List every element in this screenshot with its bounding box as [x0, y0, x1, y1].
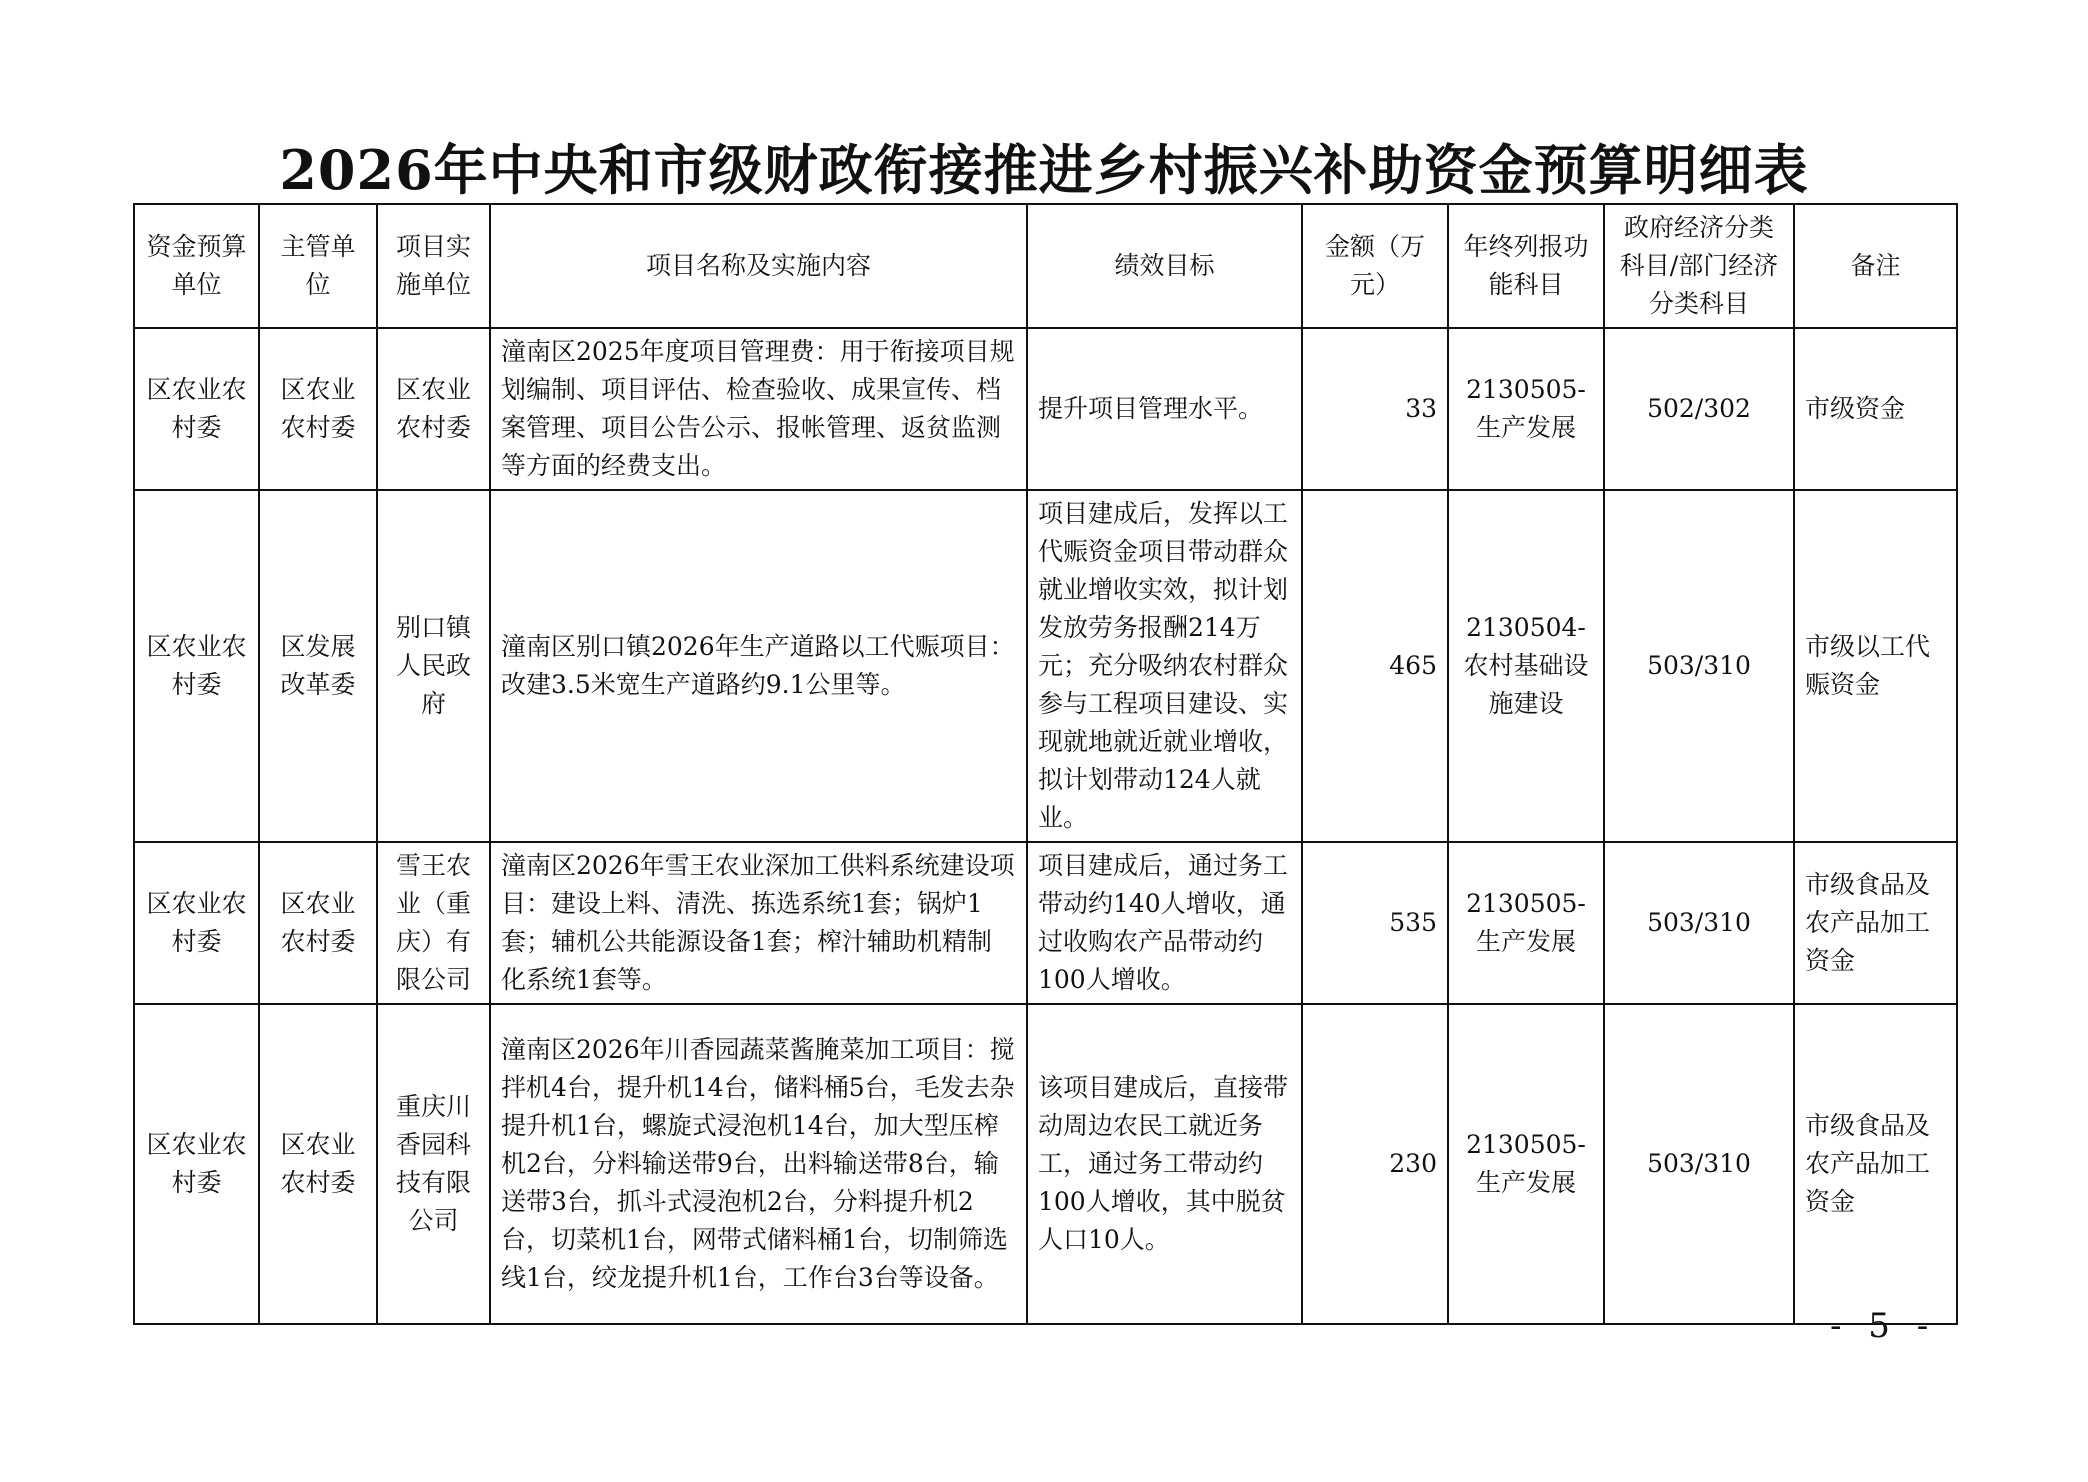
cell-function-subject: 2130505-生产发展: [1448, 842, 1604, 1004]
cell-amount: 33: [1302, 328, 1448, 490]
header-function-subject: 年终列报功能科目: [1448, 204, 1604, 328]
cell-budget-unit: 区农业农村委: [134, 490, 259, 842]
cell-economic-subject: 503/310: [1604, 490, 1794, 842]
cell-supervisor: 区农业农村委: [259, 1004, 377, 1324]
cell-project: 潼南区2026年川香园蔬菜酱腌菜加工项目：搅拌机4台，提升机14台，储料桶5台，毛发去杂提升机1台，螺旋式浸泡机14台，加大型压榨机2台，分料输送带9台，出料输送带8台，输送带3台，抓斗式浸泡机2台，分料提升机2台，切菜机1台，网带式储料桶1台，切制筛选线1台，绞龙提升机1台，工作台3台等设备。: [490, 1004, 1027, 1324]
cell-supervisor: 区农业农村委: [259, 842, 377, 1004]
cell-remark: 市级以工代赈资金: [1794, 490, 1957, 842]
cell-remark: 市级食品及农产品加工资金: [1794, 842, 1957, 1004]
cell-implementer: 别口镇人民政府: [377, 490, 490, 842]
table-row: [134, 328, 1957, 490]
cell-goal: 项目建成后，通过务工带动约140人增收，通过收购农产品带动约100人增收。: [1027, 842, 1302, 1004]
cell-remark: 市级食品及农产品加工资金: [1794, 1004, 1957, 1324]
cell-function-subject: 2130505-生产发展: [1448, 1004, 1604, 1324]
cell-goal: 项目建成后，发挥以工代赈资金项目带动群众就业增收实效，拟计划发放劳务报酬214万元；充分吸纳农村群众参与工程项目建设、实现就地就近就业增收，拟计划带动124人就业。: [1027, 490, 1302, 842]
page-number: - 5 -: [1830, 1306, 1937, 1346]
header-amount: 金额（万元）: [1302, 204, 1448, 328]
budget-table: [133, 203, 1958, 1325]
cell-economic-subject: 503/310: [1604, 1004, 1794, 1324]
cell-implementer: 区农业农村委: [377, 328, 490, 490]
cell-project: 潼南区别口镇2026年生产道路以工代赈项目：改建3.5米宽生产道路约9.1公里等。: [490, 490, 1027, 842]
cell-implementer: 重庆川香园科技有限公司: [377, 1004, 490, 1324]
table-row: [134, 1004, 1957, 1324]
cell-project: 潼南区2025年度项目管理费：用于衔接项目规划编制、项目评估、检查验收、成果宣传、档案管理、项目公告公示、报帐管理、返贫监测等方面的经费支出。: [490, 328, 1027, 490]
cell-function-subject: 2130504-农村基础设施建设: [1448, 490, 1604, 842]
cell-budget-unit: 区农业农村委: [134, 328, 259, 490]
table-row: [134, 490, 1957, 842]
cell-amount: 465: [1302, 490, 1448, 842]
cell-remark: 市级资金: [1794, 328, 1957, 490]
cell-amount: 535: [1302, 842, 1448, 1004]
cell-implementer: 雪王农业（重庆）有限公司: [377, 842, 490, 1004]
cell-goal: 提升项目管理水平。: [1027, 328, 1302, 490]
table-row: [134, 842, 1957, 1004]
cell-project: 潼南区2026年雪王农业深加工供料系统建设项目：建设上料、清洗、拣选系统1套；锅炉1套；辅机公共能源设备1套；榨汁辅助机精制化系统1套等。: [490, 842, 1027, 1004]
cell-supervisor: 区农业农村委: [259, 328, 377, 490]
cell-amount: 230: [1302, 1004, 1448, 1324]
header-implementer: 项目实施单位: [377, 204, 490, 328]
cell-budget-unit: 区农业农村委: [134, 842, 259, 1004]
cell-economic-subject: 502/302: [1604, 328, 1794, 490]
cell-function-subject: 2130505-生产发展: [1448, 328, 1604, 490]
header-economic-subject: 政府经济分类科目/部门经济分类科目: [1604, 204, 1794, 328]
header-project: 项目名称及实施内容: [490, 204, 1027, 328]
header-goal: 绩效目标: [1027, 204, 1302, 328]
header-budget-unit: 资金预算单位: [134, 204, 259, 328]
cell-budget-unit: 区农业农村委: [134, 1004, 259, 1324]
cell-economic-subject: 503/310: [1604, 842, 1794, 1004]
page-title: 2026年中央和市级财政衔接推进乡村振兴补助资金预算明细表: [279, 138, 1809, 202]
header-supervisor: 主管单位: [259, 204, 377, 328]
table-header-row: [134, 204, 1957, 328]
header-remark: 备注: [1794, 204, 1957, 328]
cell-supervisor: 区发展改革委: [259, 490, 377, 842]
cell-goal: 该项目建成后，直接带动周边农民工就近务工，通过务工带动约100人增收，其中脱贫人口10人。: [1027, 1004, 1302, 1324]
